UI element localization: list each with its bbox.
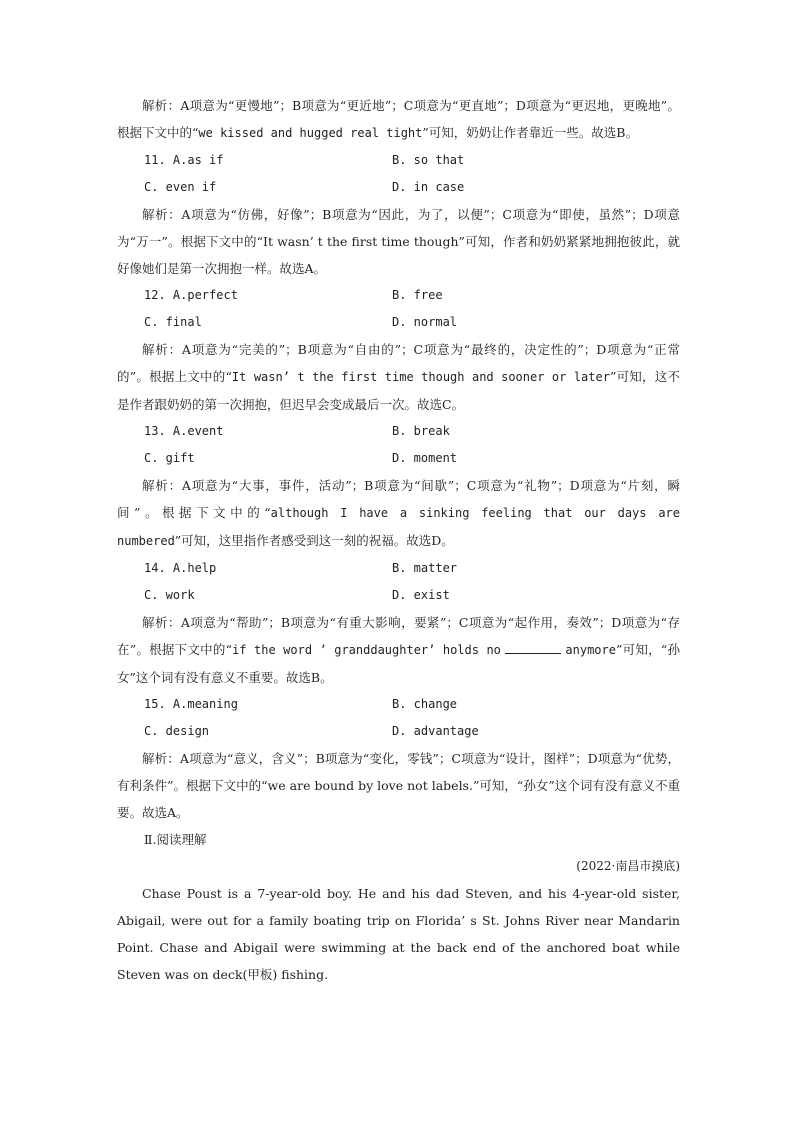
explanation-quote: we kissed and hugged real tight (198, 126, 423, 140)
explanation-quote: It wasn’ t the first time though and sooner or later (231, 370, 610, 384)
options-row-q14-cd (117, 582, 680, 609)
explanation-text: 解析：A项意为“帮助”；B项意为“有重大影响，要紧”；C项意为“起作用，奏效”；D项意为“存在”。根据下文中的“ (117, 615, 680, 657)
explanation-q10 (117, 92, 680, 147)
option-d: D. in case (392, 180, 465, 194)
explanation-text: 解析：A项意为“完美的”；B项意为“自由的”；C项意为“最终的，决定性的”；D项意为“正常的”。根据上文中的“ (117, 342, 680, 384)
explanation-q12 (117, 336, 680, 418)
option-b: B. matter (392, 561, 458, 575)
explanation-text: 解析：A项意为“更慢地”；B项意为“更近地”；C项意为“更直地”；D项意为“更迟地，更晚地”。根据下文中的“ (117, 98, 680, 140)
explanation-text: ”可知，这不是作者跟奶奶的第一次拥抱，但迟早会变成最后一次。故选C。 (117, 369, 681, 412)
explanation-text: ”可知，“孙女”这个词有没有意义不重要。故选B。 (117, 642, 681, 685)
option-a: 13. A.event (144, 424, 224, 438)
option-d: D. exist (392, 588, 450, 602)
option-b: B. change (392, 697, 458, 711)
option-d: D. normal (392, 315, 458, 329)
options-row-q13-ab (117, 418, 680, 445)
options-row-q11-ab (117, 147, 680, 174)
explanation-quote: anymore (565, 643, 616, 657)
section-title: Ⅱ.阅读理解 (144, 832, 207, 847)
option-a: 11. A.as if (144, 153, 224, 167)
explanation-text: 解析：A项意为“大事，事件，活动”；B项意为“间歇”；C项意为“礼物”；D项意为“片刻，瞬间”。根据下文中的“ (117, 478, 680, 520)
option-c: C. work (144, 588, 195, 602)
options-row-q11-cd (117, 174, 680, 201)
blank-line (505, 641, 561, 654)
option-c: C. final (144, 315, 202, 329)
explanation-q15 (117, 745, 680, 826)
option-c: C. gift (144, 451, 195, 465)
options-row-q15-cd (117, 718, 680, 745)
explanation-quote: It wasn’ t the first time though (263, 234, 459, 249)
reading-passage: Chase Poust is a 7-year-old boy. He and his dad Steven, and his 4-year-old sister, Abigail, were out for a family boating trip on Florida’ s St. Johns River near Mandarin Point. Chase and Abigail were swimming at the back end of the anchored boat while Steven was on deck(甲板) fishing. (117, 886, 680, 982)
option-d: D. moment (392, 451, 458, 465)
options-row-q12-cd (117, 309, 680, 336)
explanation-text: 解析：A项意为“仿佛，好像”；B项意为“因此，为了，以便”；C项意为“即使，虽然”；D项意为“万一”。根据下文中的“ (117, 207, 680, 249)
option-b: B. so that (392, 153, 465, 167)
option-d: D. advantage (392, 724, 479, 738)
explanation-q11 (117, 201, 680, 282)
option-a: 12. A.perfect (144, 288, 238, 302)
option-a: 15. A.meaning (144, 697, 238, 711)
option-b: B. break (392, 424, 450, 438)
explanation-text: ”可知，作者和奶奶紧紧地拥抱彼此，就好像她们是第一次拥抱一样。故选A。 (117, 234, 680, 276)
explanation-q13 (117, 472, 680, 555)
explanation-quote: we are bound by love not labels. (267, 778, 473, 793)
options-row-q12-ab (117, 282, 680, 309)
options-row-q13-cd (117, 445, 680, 472)
option-c: C. design (144, 724, 210, 738)
option-a: 14. A.help (144, 561, 217, 575)
source-note: (2022·南昌市摸底) (576, 859, 680, 873)
explanation-quote: although I have a sinking feeling that our days are numbered (117, 506, 680, 548)
options-row-q15-ab (117, 691, 680, 718)
option-c: C. even if (144, 180, 217, 194)
explanation-text: ”可知，奶奶让作者靠近一些。故选B。 (422, 125, 638, 140)
explanation-text: 解析：A项意为“意义，含义”；B项意为“变化，零钱”；C项意为“设计，图样”；D项意为“优势，有利条件”。根据下文中的“ (117, 751, 680, 793)
explanation-text: ”可知，“孙女”这个词有没有意义不重要。故选A。 (117, 778, 680, 820)
document-body (117, 92, 680, 988)
explanation-quote: if the word ’ granddaughter’ holds no (232, 643, 501, 657)
options-row-q14-ab (117, 555, 680, 582)
explanation-q14 (117, 609, 680, 691)
explanation-text: ”可知，这里指作者感受到这一刻的祝福。故选D。 (174, 533, 454, 548)
option-b: B. free (392, 288, 443, 302)
